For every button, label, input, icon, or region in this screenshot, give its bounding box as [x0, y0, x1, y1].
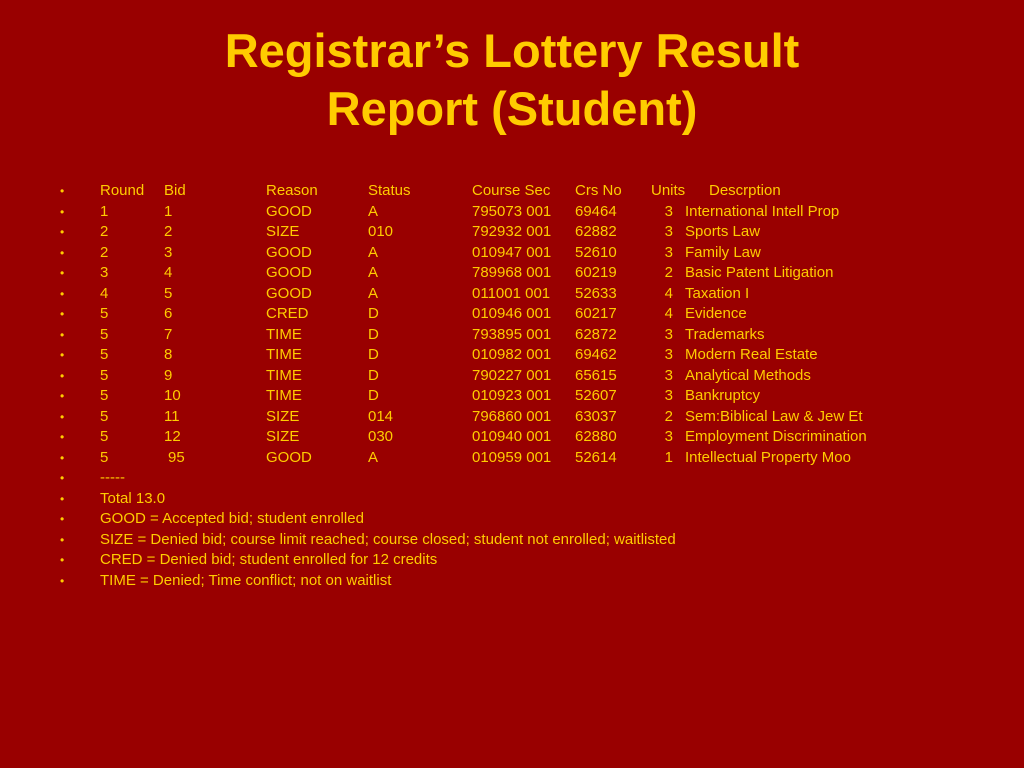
bullet-marker: • [60, 491, 65, 506]
cell-status: D [368, 366, 379, 384]
cell-units: 3 [664, 346, 673, 363]
table-row [0, 263, 1024, 284]
cell-description: Taxation I [685, 284, 750, 302]
cell-status: 030 [368, 428, 394, 445]
cell-bid: 4 [164, 264, 173, 281]
cell-course-sec: 010959 001 [472, 448, 552, 466]
table-row [0, 222, 1024, 243]
cell-description: International Intell Prop [685, 202, 840, 220]
cell-units: 3 [664, 387, 673, 404]
cell-round: 5 [100, 325, 109, 343]
cell-course-sec: 011001 001 [472, 284, 551, 302]
cell-status: D [368, 346, 379, 363]
cell-units: 3 [664, 243, 673, 261]
cell-round: 1 [100, 202, 109, 220]
cell-crs-no: 62872 [575, 325, 617, 343]
cell-reason: CRED [266, 305, 309, 322]
cell-crs-no: 60217 [575, 305, 617, 322]
cell-crs-no: 62882 [575, 223, 617, 240]
cell-description: Intellectual Property Moo [685, 448, 851, 466]
note-text: SIZE = Denied bid; course limit reached; course closed; student not enrolled; waitlisted [100, 530, 676, 548]
note-text: GOOD = Accepted bid; student enrolled [100, 510, 364, 527]
cell-bid: 1 [164, 202, 173, 220]
cell-round: 5 [100, 346, 109, 363]
cell-description: Basic Patent Litigation [685, 264, 834, 281]
bullet-marker: • [60, 553, 65, 567]
cell-round: 5 [100, 387, 109, 404]
bullet-marker: • [60, 184, 65, 198]
cell-course-sec: 010940 001 [472, 428, 552, 445]
cell-bid: 6 [164, 305, 173, 322]
bullet-marker: • [60, 409, 65, 424]
cell-units: 1 [664, 448, 673, 466]
cell-reason: GOOD [266, 448, 312, 466]
cell-units: 3 [664, 202, 673, 220]
cell-bid: 3 [164, 243, 173, 261]
cell-reason: TIME [266, 366, 302, 384]
cell-bid: 95 [168, 448, 185, 466]
bullet-marker: • [60, 266, 65, 280]
cell-units: 3 [664, 366, 673, 384]
bullet-list [0, 181, 1024, 591]
note-item [0, 468, 1024, 489]
cell-round: 5 [100, 407, 109, 425]
cell-status: 010 [368, 223, 394, 240]
cell-course-sec: 010982 001 [472, 346, 552, 363]
cell-bid: 10 [164, 387, 181, 404]
cell-units: 3 [664, 428, 673, 445]
note-item [0, 550, 1024, 571]
cell-crs-no: 52614 [575, 448, 617, 466]
cell-crs-no: 65615 [575, 366, 617, 384]
cell-description: Evidence [685, 305, 747, 322]
cell-units: 2 [664, 407, 673, 425]
note-text: Total 13.0 [100, 489, 166, 507]
bullet-marker: • [60, 225, 65, 239]
cell-reason: GOOD [266, 243, 312, 261]
table-row [0, 366, 1024, 387]
table-row [0, 345, 1024, 366]
table-row [0, 407, 1024, 428]
note-item [0, 509, 1024, 530]
cell-course-sec: 793895 001 [472, 325, 552, 343]
cell-crs-no: 63037 [575, 407, 617, 425]
cell-round: 2 [100, 243, 109, 261]
cell-crs-no: 62880 [575, 428, 617, 445]
cell-reason: GOOD [266, 202, 312, 220]
cell-units: 4 [664, 305, 673, 322]
cell-description: Analytical Methods [685, 366, 811, 384]
cell-crs-no: 60219 [575, 264, 617, 281]
table-header-row [0, 181, 1024, 202]
cell-round: 5 [100, 428, 109, 445]
bullet-marker: • [60, 471, 65, 485]
cell-round: 5 [100, 366, 109, 384]
cell-description: Family Law [685, 243, 761, 261]
table-row [0, 386, 1024, 407]
bullet-marker: • [60, 532, 65, 547]
bullet-marker: • [60, 450, 65, 465]
cell-description: Bankruptcy [685, 387, 761, 404]
cell-status: A [368, 284, 379, 302]
header-units: Units [651, 182, 686, 199]
table-row [0, 325, 1024, 346]
header-description: Descrption [709, 182, 781, 199]
cell-crs-no: 69462 [575, 346, 617, 363]
cell-bid: 5 [164, 284, 173, 302]
cell-course-sec: 010947 001 [472, 243, 552, 261]
cell-description: Sports Law [685, 223, 761, 240]
cell-round: 3 [100, 264, 109, 281]
table-row [0, 304, 1024, 325]
cell-status: A [368, 202, 379, 220]
header-reason: Reason [266, 182, 318, 199]
header-status: Status [368, 182, 411, 199]
cell-status: A [368, 264, 379, 281]
note-text: ----- [100, 469, 125, 486]
cell-bid: 9 [164, 366, 173, 384]
cell-reason: GOOD [266, 284, 312, 302]
cell-round: 2 [100, 223, 109, 240]
cell-crs-no: 52607 [575, 387, 617, 404]
note-item [0, 571, 1024, 592]
bullet-marker: • [60, 286, 65, 301]
cell-crs-no: 52610 [575, 243, 617, 261]
cell-reason: TIME [266, 346, 302, 363]
cell-description: Employment Discrimination [685, 428, 867, 445]
cell-bid: 11 [164, 407, 180, 425]
cell-units: 4 [664, 284, 673, 302]
cell-reason: GOOD [266, 264, 312, 281]
cell-status: D [368, 305, 379, 322]
cell-reason: SIZE [266, 428, 300, 445]
slide-title [0, 22, 1024, 138]
cell-reason: TIME [266, 325, 302, 343]
bullet-marker: • [60, 368, 65, 383]
cell-round: 5 [100, 305, 109, 322]
cell-units: 3 [664, 223, 673, 240]
cell-course-sec: 796860 001 [472, 407, 552, 425]
note-item [0, 489, 1024, 510]
cell-reason: SIZE [266, 223, 300, 240]
bullet-marker: • [60, 430, 65, 444]
bullet-marker: • [60, 245, 65, 260]
cell-status: D [368, 325, 379, 343]
note-text: TIME = Denied; Time conflict; not on waitlist [100, 571, 392, 589]
cell-round: 4 [100, 284, 109, 302]
cell-bid: 12 [164, 428, 181, 445]
cell-course-sec: 790227 001 [472, 366, 552, 384]
cell-bid: 7 [164, 325, 173, 343]
cell-bid: 8 [164, 346, 173, 363]
bullet-marker: • [60, 307, 65, 321]
cell-units: 2 [664, 264, 673, 281]
cell-course-sec: 789968 001 [472, 264, 552, 281]
cell-status: A [368, 243, 379, 261]
cell-reason: TIME [266, 387, 302, 404]
slide-title-line-2: Report (Student) [326, 82, 698, 135]
note-item [0, 530, 1024, 551]
bullet-marker: • [60, 389, 65, 403]
table-row [0, 202, 1024, 223]
note-text: CRED = Denied bid; student enrolled for 12 credits [100, 551, 438, 568]
bullet-marker: • [60, 204, 65, 219]
table-row [0, 448, 1024, 469]
cell-crs-no: 52633 [575, 284, 617, 302]
cell-course-sec: 795073 001 [472, 202, 552, 220]
table-row [0, 243, 1024, 264]
cell-status: 014 [368, 407, 394, 425]
bullet-marker: • [60, 327, 65, 342]
bullet-marker: • [60, 573, 65, 588]
table-row [0, 427, 1024, 448]
cell-reason: SIZE [266, 407, 300, 425]
cell-status: D [368, 387, 379, 404]
cell-description: Modern Real Estate [685, 346, 818, 363]
cell-course-sec: 792932 001 [472, 223, 552, 240]
cell-course-sec: 010923 001 [472, 387, 552, 404]
bullet-marker: • [60, 512, 65, 526]
header-round: Round [100, 182, 145, 199]
header-crs-no: Crs No [575, 182, 622, 199]
table-row [0, 284, 1024, 305]
cell-description: Sem:Biblical Law & Jew Et [685, 407, 863, 425]
cell-units: 3 [664, 325, 673, 343]
cell-round: 5 [100, 448, 109, 466]
cell-bid: 2 [164, 223, 173, 240]
header-course-sec: Course Sec [472, 182, 551, 199]
bullet-marker: • [60, 348, 65, 362]
slide-title-line-1: Registrar’s Lottery Result [224, 24, 800, 77]
cell-status: A [368, 448, 379, 466]
cell-description: Trademarks [685, 325, 765, 343]
cell-course-sec: 010946 001 [472, 305, 552, 322]
header-bid: Bid [164, 182, 186, 199]
cell-crs-no: 69464 [575, 202, 617, 220]
